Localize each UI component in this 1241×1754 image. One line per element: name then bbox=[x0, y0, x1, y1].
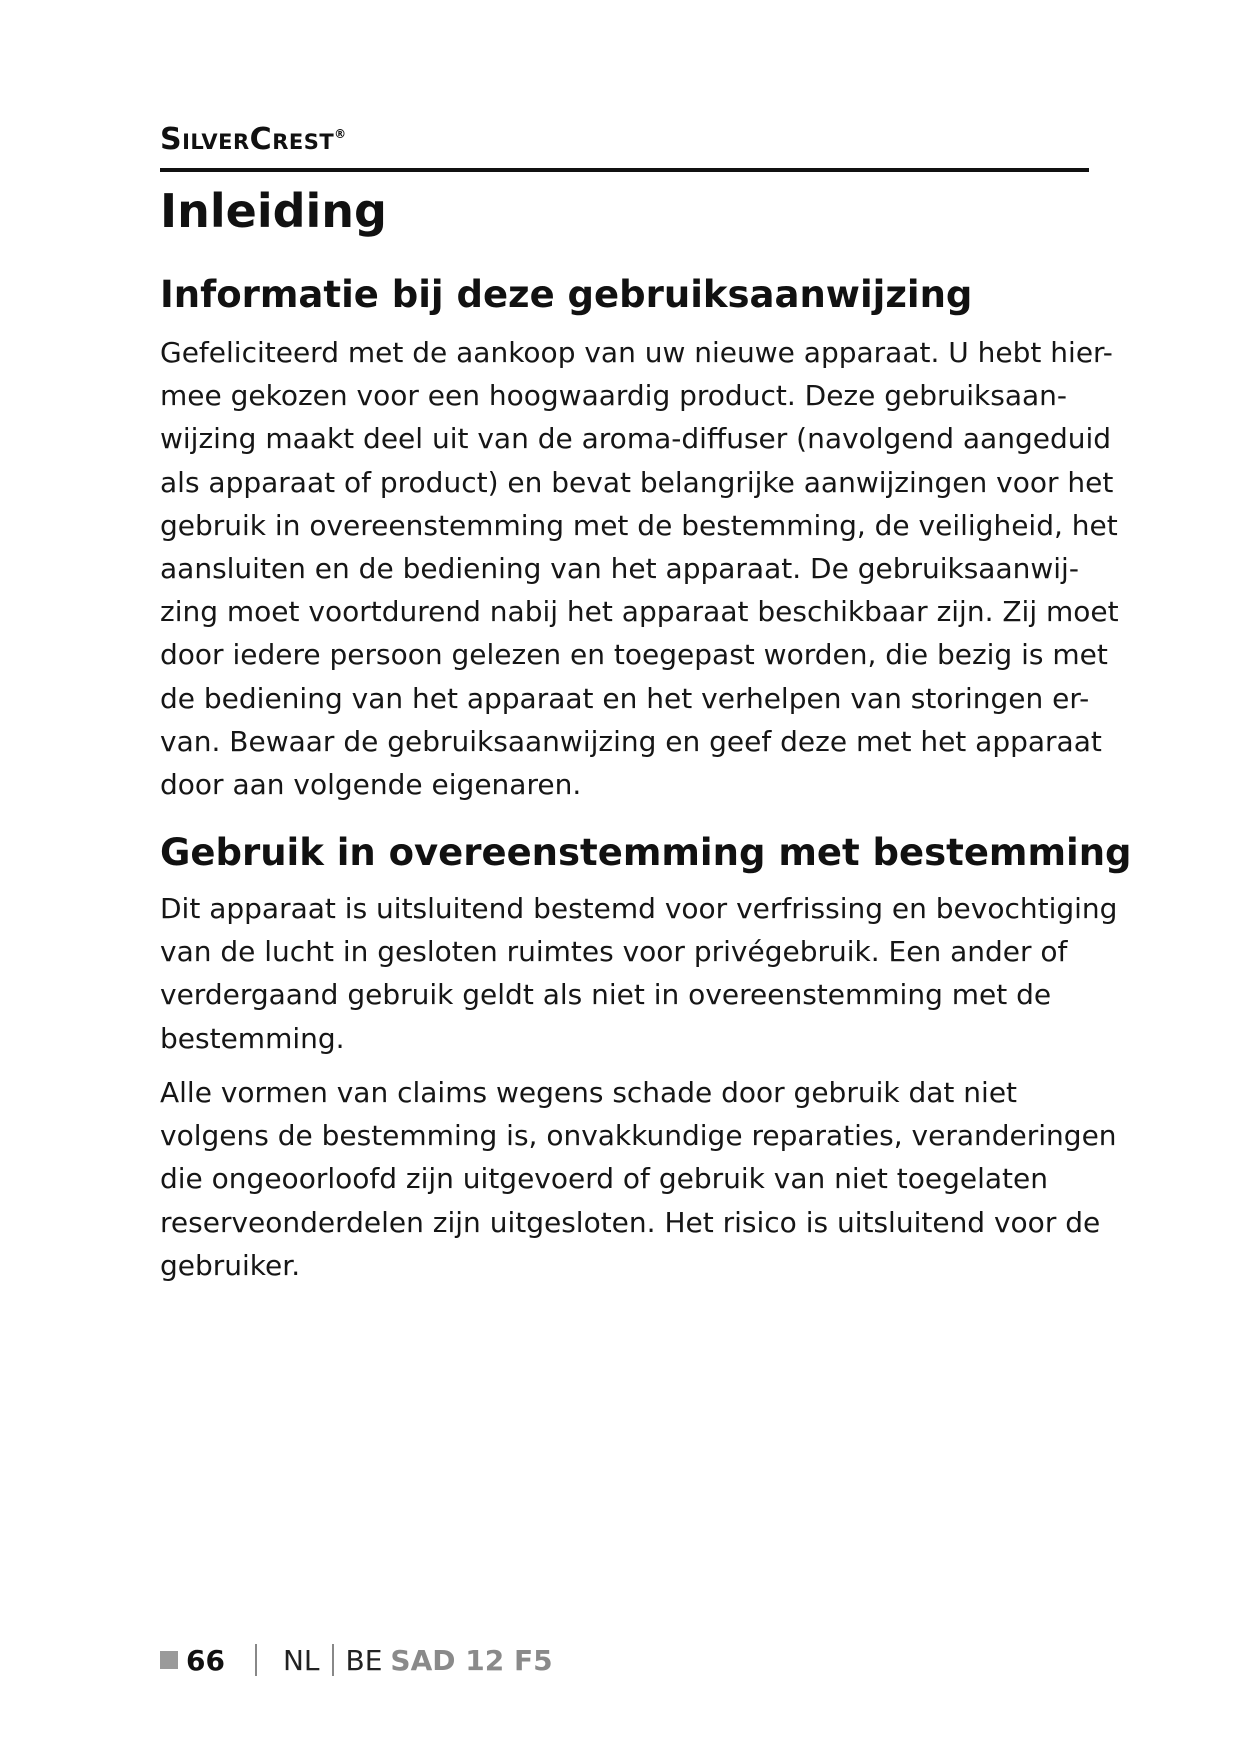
page-footer bbox=[160, 1640, 553, 1680]
page-title: Inleiding bbox=[160, 184, 387, 238]
text-line: reserveonderdelen zijn uitgesloten. Het risico is uitsluitend voor de bbox=[160, 1205, 1101, 1239]
text-line: gebruiker. bbox=[160, 1248, 301, 1282]
text-line: zing moet voortdurend nabij het apparaat beschikbaar zijn. Zij moet bbox=[160, 595, 1119, 629]
text-line: bestemming. bbox=[160, 1021, 345, 1055]
text-line: wijzing maakt deel uit van de aroma-diffuser (navolgend aangeduid bbox=[160, 422, 1112, 456]
brand-logo bbox=[160, 122, 347, 157]
text-line: door iedere persoon gelezen en toegepast worden, die bezig is met bbox=[160, 638, 1108, 672]
text-line: Dit apparaat is uitsluitend bestemd voor verfrissing en bevochtiging bbox=[160, 892, 1118, 925]
brand-registered-mark: ® bbox=[334, 127, 347, 141]
text-line: van de lucht in gesloten ruimtes voor privégebruik. Een ander of bbox=[160, 935, 1068, 969]
text-line: die ongeoorloofd zijn uitgevoerd of gebruik van niet toegelaten bbox=[160, 1162, 1048, 1196]
language-be: BE bbox=[345, 1643, 383, 1677]
text-line: verdergaand gebruik geldt als niet in overeenstemming met de bbox=[160, 978, 1052, 1012]
footer-divider bbox=[255, 1644, 257, 1676]
text-line: Alle vormen van claims wegens schade door gebruik dat niet bbox=[160, 1076, 1018, 1109]
text-line: aansluiten en de bediening van het apparaat. De gebruiksaanwij- bbox=[160, 552, 1079, 586]
brand-name: SilverCrest bbox=[160, 122, 335, 157]
text-line: van. Bewaar de gebruiksaanwijzing en geef deze met het apparaat bbox=[160, 724, 1102, 758]
footer-square-marker bbox=[160, 1651, 178, 1669]
text-line: gebruik in overeenstemming met de bestemming, de veiligheid, het bbox=[160, 508, 1118, 542]
language-nl: NL bbox=[282, 1643, 320, 1677]
section-heading-intended-use: Gebruik in overeenstemming met bestemming bbox=[160, 831, 1132, 874]
footer-divider bbox=[332, 1644, 334, 1676]
text-line: de bediening van het apparaat en het verhelpen van storingen er- bbox=[160, 681, 1090, 715]
section-heading-info: Informatie bij deze gebruiksaanwijzing bbox=[160, 273, 973, 316]
text-line: door aan volgende eigenaren. bbox=[160, 768, 582, 802]
text-line: volgens de bestemming is, onvakkundige reparaties, veranderingen bbox=[160, 1119, 1117, 1153]
text-line: Gefeliciteerd met de aankoop van uw nieuwe apparaat. U hebt hier- bbox=[160, 336, 1113, 369]
text-line: als apparaat of product) en bevat belangrijke aanwijzingen voor het bbox=[160, 465, 1114, 499]
header-rule bbox=[160, 168, 1089, 172]
model-number: SAD 12 F5 bbox=[390, 1643, 553, 1677]
text-line: mee gekozen voor een hoogwaardig product. Deze gebruiksaan- bbox=[160, 379, 1068, 413]
section-info-paragraph bbox=[160, 331, 1119, 806]
page-number: 66 bbox=[186, 1643, 225, 1677]
section-intended-use-paragraph-1 bbox=[160, 887, 1118, 1060]
section-intended-use-paragraph-2 bbox=[160, 1071, 1117, 1287]
